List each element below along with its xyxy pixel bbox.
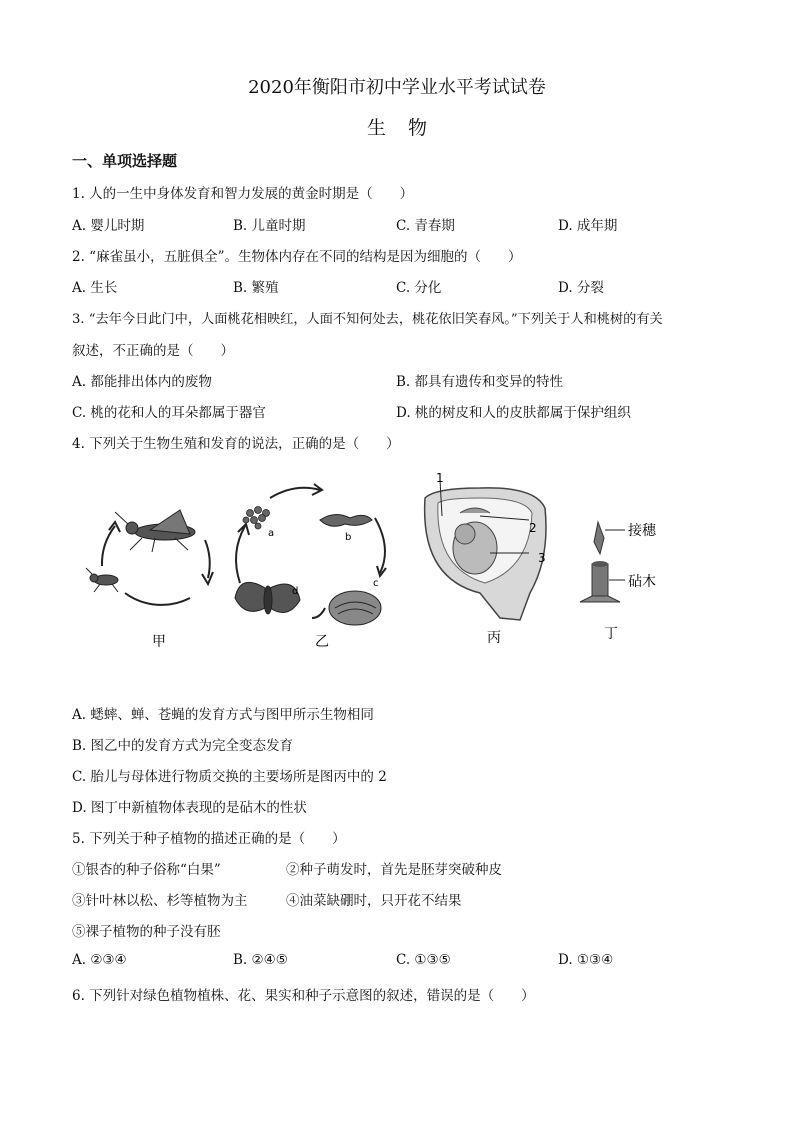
question-6-stem: 6. 下列针对绿色植物植株、花、果实和种子示意图的叙述，错误的是（ ）: [72, 988, 535, 1004]
panel-label-d: 丁: [604, 626, 618, 642]
question-2-stem: 2. “麻雀虽小，五脏俱全”。生物体内存在不同的结构是因为细胞的（ ）: [72, 249, 522, 265]
panel-label-b: 乙: [315, 634, 329, 650]
q3-option-a[interactable]: A. 都能排出体内的废物: [72, 374, 212, 390]
question-4-stem: 4. 下列关于生物生殖和发育的说法，正确的是（ ）: [72, 436, 400, 452]
q5-option-d[interactable]: D. ①③④: [558, 952, 614, 968]
panel-b-moth-cycle: [235, 484, 386, 625]
panel-d-grafting-diagram: [580, 522, 625, 602]
panel-c-fetus-diagram: [425, 480, 546, 620]
question-1-stem: 1. 人的一生中身体发育和智力发展的黄金时期是（ ）: [72, 186, 414, 202]
stage-label-a: a: [268, 528, 275, 539]
q5-option-a[interactable]: A. ②③④: [72, 952, 127, 968]
q3-option-b[interactable]: B. 都具有遗传和变异的特性: [396, 374, 564, 390]
question-5-stem: 5. 下列关于种子植物的描述正确的是（ ）: [72, 831, 346, 847]
panel-label-c: 丙: [487, 630, 501, 646]
q2-option-b[interactable]: B. 繁殖: [233, 280, 279, 296]
q2-option-a[interactable]: A. 生长: [72, 280, 118, 296]
question-3-stem-line1: 3. “去年今日此门中，人面桃花相映红，人面不知何处去，桃花依旧笑春风。”下列关于人和桃树的有关: [72, 312, 663, 327]
q4-option-b[interactable]: B. 图乙中的发育方式为完全变态发育: [72, 738, 294, 754]
stage-label-b: b: [345, 532, 352, 543]
q5-statement-5: ⑤裸子植物的种子没有胚: [72, 924, 221, 940]
q1-option-d[interactable]: D. 成年期: [558, 218, 618, 234]
q5-option-c[interactable]: C. ①③⑤: [396, 952, 451, 968]
panel-label-a: 甲: [152, 634, 166, 650]
q1-option-b[interactable]: B. 儿童时期: [233, 218, 306, 234]
q4-option-a[interactable]: A. 蟋蟀、蝉、苍蝇的发育方式与图甲所示生物相同: [72, 707, 374, 723]
scion-label: 接穗: [628, 523, 656, 539]
scion-icon: [594, 522, 604, 554]
q4-option-c[interactable]: C. 胎儿与母体进行物质交换的主要场所是图丙中的 2: [72, 769, 387, 785]
number-label-3: 3: [538, 551, 546, 565]
panel-a-grasshopper-cycle: [86, 510, 213, 605]
q5-statement-1: ①银杏的种子俗称“白果”: [72, 862, 221, 878]
q3-option-c[interactable]: C. 桃的花和人的耳朵都属于器官: [72, 405, 266, 421]
q4-option-d[interactable]: D. 图丁中新植物体表现的是砧木的性状: [72, 800, 307, 816]
cycle-arrow-bottom: [125, 593, 190, 605]
adult-grasshopper-icon: [115, 510, 195, 552]
adult-moth-icon: [235, 582, 300, 614]
rootstock-label: 砧木: [628, 574, 656, 590]
cycle-arrow-right: [205, 540, 210, 578]
nymph-grasshopper-icon: [86, 568, 118, 592]
stage-label-c: c: [373, 578, 379, 589]
section-heading: 一、单项选择题: [72, 152, 178, 170]
stage-label-d: d: [292, 586, 299, 597]
q5-statement-3: ③针叶林以松、杉等植物为主: [72, 893, 248, 909]
exam-subject: 生物: [366, 117, 449, 139]
rootstock-icon: [592, 564, 608, 600]
question-4-figure: [80, 468, 700, 658]
number-label-2: 2: [529, 521, 537, 535]
exam-title: 2020年衡阳市初中学业水平考试试卷: [248, 77, 546, 98]
q3-option-d[interactable]: D. 桃的树皮和人的皮肤都属于保护组织: [396, 405, 631, 421]
q5-statement-4: ④油菜缺硼时，只开花不结果: [286, 893, 462, 909]
question-3-stem-line2: 叙述，不正确的是（ ）: [72, 343, 234, 359]
q1-option-c[interactable]: C. 青春期: [396, 218, 455, 234]
q2-option-d[interactable]: D. 分裂: [558, 280, 604, 296]
cycle-arrow-left: [102, 526, 115, 566]
q5-statement-2: ②种子萌发时，首先是胚芽突破种皮: [286, 862, 502, 878]
number-label-1: 1: [436, 471, 444, 485]
pupa-icon: [329, 591, 381, 625]
q5-option-b[interactable]: B. ②④⑤: [233, 952, 288, 968]
larva-icon: [320, 514, 372, 526]
q1-option-a[interactable]: A. 婴儿时期: [72, 218, 145, 234]
q2-option-c[interactable]: C. 分化: [396, 280, 442, 296]
